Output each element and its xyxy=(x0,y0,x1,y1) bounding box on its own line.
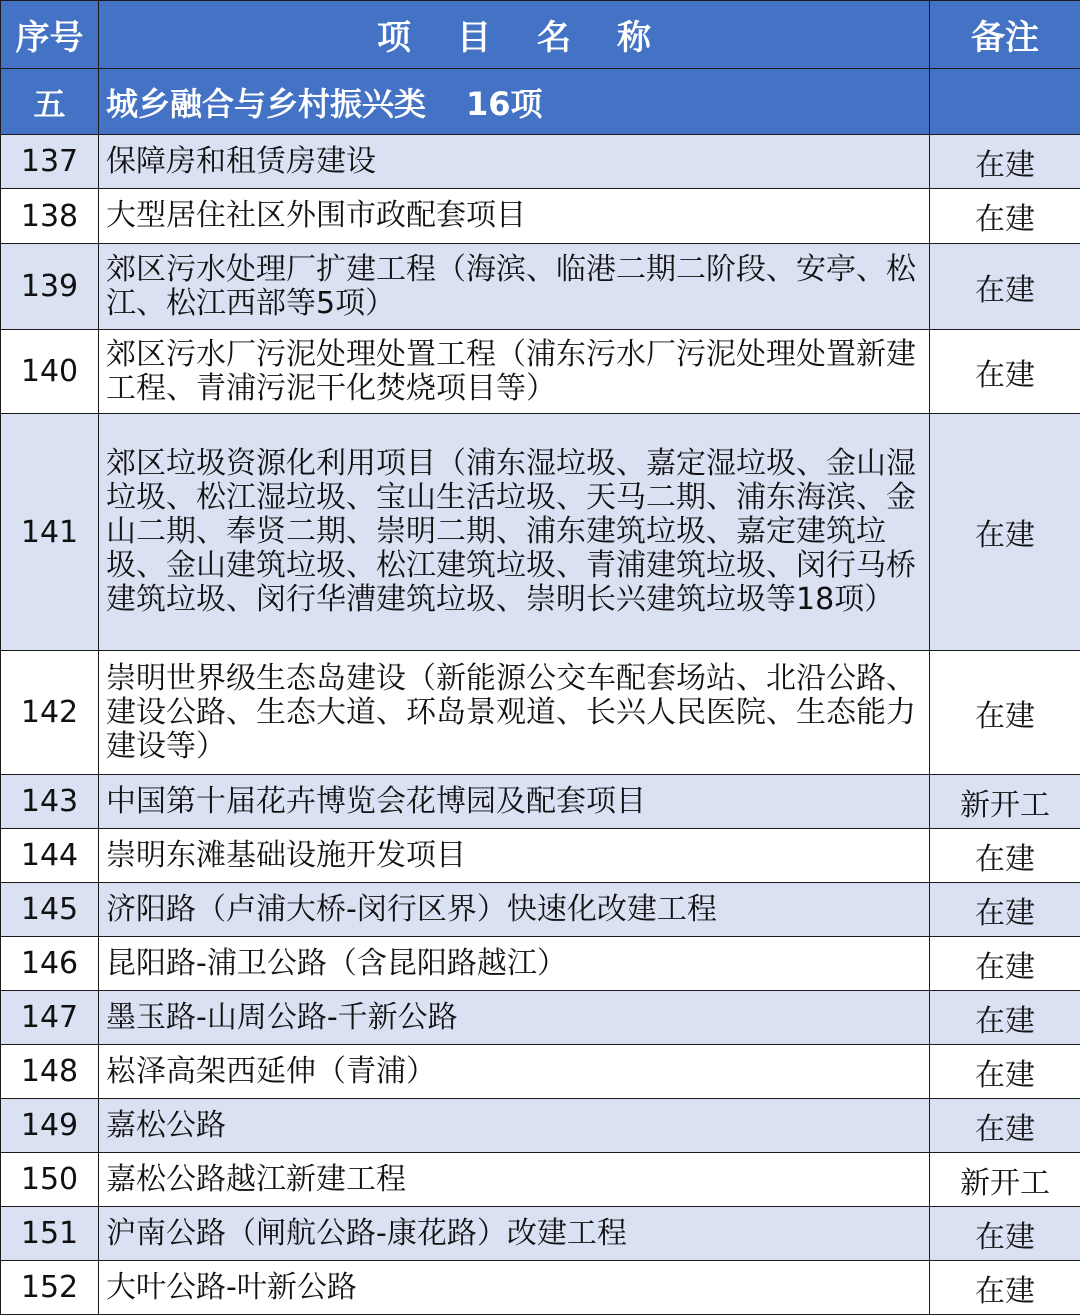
row-project-name: 崇明东滩基础设施开发项目 xyxy=(99,829,930,883)
row-project-name: 沪南公路（闸航公路-康花路）改建工程 xyxy=(99,1207,930,1261)
table-row xyxy=(1,883,1080,937)
row-status: 在建 xyxy=(930,244,1080,330)
section-number: 五 xyxy=(1,69,99,135)
row-status: 在建 xyxy=(930,135,1080,189)
row-number: 141 xyxy=(1,414,99,651)
row-status: 在建 xyxy=(930,414,1080,651)
table-row xyxy=(1,244,1080,330)
row-project-name: 济阳路（卢浦大桥-闵行区界）快速化改建工程 xyxy=(99,883,930,937)
row-status: 在建 xyxy=(930,330,1080,414)
row-number: 139 xyxy=(1,244,99,330)
table-row xyxy=(1,937,1080,991)
row-number: 150 xyxy=(1,1153,99,1207)
table-row xyxy=(1,1153,1080,1207)
table-row xyxy=(1,1261,1080,1315)
row-number: 143 xyxy=(1,775,99,829)
section-note xyxy=(930,69,1080,135)
row-number: 149 xyxy=(1,1099,99,1153)
row-project-name: 嘉松公路 xyxy=(99,1099,930,1153)
row-status: 在建 xyxy=(930,883,1080,937)
row-status: 在建 xyxy=(930,937,1080,991)
table-row xyxy=(1,651,1080,775)
row-project-name: 墨玉路-山周公路-千新公路 xyxy=(99,991,930,1045)
table-row xyxy=(1,330,1080,414)
section-title-cell xyxy=(99,69,930,135)
row-status: 在建 xyxy=(930,189,1080,244)
row-project-name: 郊区污水处理厂扩建工程（海滨、临港二期二阶段、安亭、松江、松江西部等5项） xyxy=(99,244,930,330)
row-project-name: 昆阳路-浦卫公路（含昆阳路越江） xyxy=(99,937,930,991)
table-header-row xyxy=(1,1,1080,69)
column-header-number: 序号 xyxy=(1,1,99,69)
row-project-name: 大型居住社区外围市政配套项目 xyxy=(99,189,930,244)
row-status: 新开工 xyxy=(930,775,1080,829)
section-count: 16项 xyxy=(466,84,543,123)
row-number: 146 xyxy=(1,937,99,991)
row-number: 148 xyxy=(1,1045,99,1099)
row-status: 在建 xyxy=(930,1099,1080,1153)
row-number: 138 xyxy=(1,189,99,244)
row-status: 在建 xyxy=(930,1207,1080,1261)
row-project-name: 大叶公路-叶新公路 xyxy=(99,1261,930,1315)
row-project-name: 崇明世界级生态岛建设（新能源公交车配套场站、北沿公路、建设公路、生态大道、环岛景观道、长兴人民医院、生态能力建设等） xyxy=(99,651,930,775)
row-number: 142 xyxy=(1,651,99,775)
row-number: 137 xyxy=(1,135,99,189)
row-number: 144 xyxy=(1,829,99,883)
table-row xyxy=(1,189,1080,244)
column-header-project-name: 项目名称 xyxy=(99,1,930,69)
row-status: 在建 xyxy=(930,991,1080,1045)
row-number: 140 xyxy=(1,330,99,414)
row-project-name: 嘉松公路越江新建工程 xyxy=(99,1153,930,1207)
table-row xyxy=(1,1099,1080,1153)
section-row xyxy=(1,69,1080,135)
row-status: 在建 xyxy=(930,1261,1080,1315)
row-number: 151 xyxy=(1,1207,99,1261)
table-row xyxy=(1,829,1080,883)
row-number: 147 xyxy=(1,991,99,1045)
row-number: 152 xyxy=(1,1261,99,1315)
table-row xyxy=(1,991,1080,1045)
row-project-name: 保障房和租赁房建设 xyxy=(99,135,930,189)
row-status: 在建 xyxy=(930,829,1080,883)
table-row xyxy=(1,775,1080,829)
row-project-name: 崧泽高架西延伸（青浦） xyxy=(99,1045,930,1099)
row-project-name: 郊区垃圾资源化利用项目（浦东湿垃圾、嘉定湿垃圾、金山湿垃圾、松江湿垃圾、宝山生活垃圾、天马二期、浦东海滨、金山二期、奉贤二期、崇明二期、浦东建筑垃圾、嘉定建筑垃圾、金山建筑垃圾、松江建筑垃圾、青浦建筑垃圾、闵行马桥建筑垃圾、闵行华漕建筑垃圾、崇明长兴建筑垃圾等18项） xyxy=(99,414,930,651)
section-title: 城乡融合与乡村振兴类 xyxy=(106,84,427,123)
table-row xyxy=(1,135,1080,189)
row-status: 新开工 xyxy=(930,1153,1080,1207)
row-number: 145 xyxy=(1,883,99,937)
row-status: 在建 xyxy=(930,651,1080,775)
table-row xyxy=(1,1045,1080,1099)
row-project-name: 中国第十届花卉博览会花博园及配套项目 xyxy=(99,775,930,829)
table-row xyxy=(1,1207,1080,1261)
row-status: 在建 xyxy=(930,1045,1080,1099)
column-header-note: 备注 xyxy=(930,1,1080,69)
table-row xyxy=(1,414,1080,651)
row-project-name: 郊区污水厂污泥处理处置工程（浦东污水厂污泥处理处置新建工程、青浦污泥干化焚烧项目等） xyxy=(99,330,930,414)
